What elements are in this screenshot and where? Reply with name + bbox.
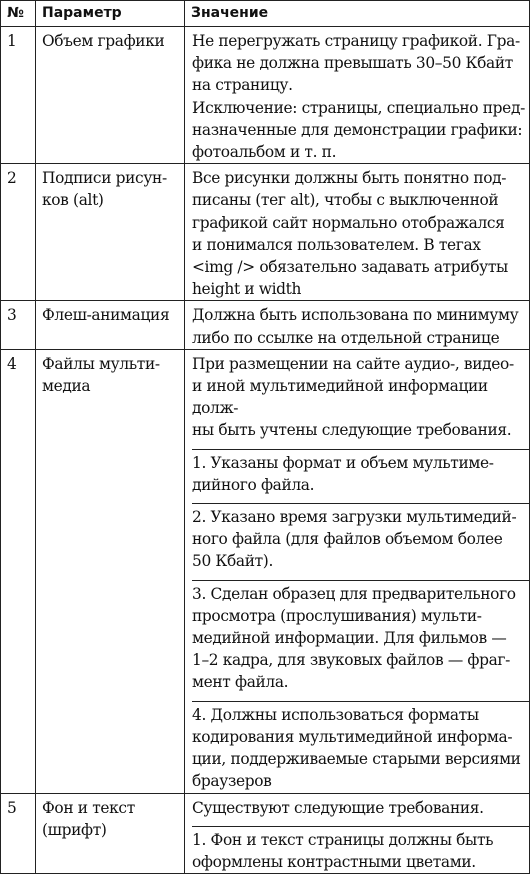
row-num: 4 [7,354,17,373]
row-value-item: 3. Сделан образец для предварительного просмотра (прослушивания) мульти- медийной информации. Для фильмов — 1–2 кадра, для звуковых файлов — фраг- мент файла. [192,584,516,692]
table-row [1,301,530,349]
header-param: Параметр [36,1,185,27]
row-param: Фон и текст (шрифт) [42,798,135,839]
row-value-intro: Существуют следующие требования. [192,798,484,817]
row-param: Флеш-анимация [42,306,170,325]
row-param-cell [36,793,185,874]
row-num-cell [1,164,36,301]
row-param-cell [36,301,185,349]
table-row [1,27,530,164]
row-value-cell [185,27,530,164]
row-value: Все рисунки должны быть понятно под- писаны (тег alt), чтобы с выключенной графикой сайт нормально отображался и понимался пользователем. В тегах <img /> обязательно задавать атрибуты height и width [192,169,508,299]
row-param-cell [36,164,185,301]
row-value-item: 4. Должны использоваться форматы кодирования мультимедийной информа- ции, поддерживаемые старыми версиями браузеров [192,705,521,791]
row-value-cell [185,164,530,301]
row-value-cell [185,793,530,874]
table-row [1,164,530,301]
row-value-item: 1. Фон и текст страницы должны быть оформлены контрастными цветами. [192,830,494,871]
row-param: Файлы мульти- медиа [42,354,160,396]
table-row [1,349,530,793]
table-header-row [1,1,530,27]
row-num: 2 [7,169,17,188]
row-value-item: 2. Указано время загрузки мультимедий- ного файла (для файлов объемом более 50 Кбайт). [192,508,517,571]
row-value-intro: При размещении на сайте аудио-, видео- и иной мультимедийной информации долж- ны быть учтены следующие требования. [192,354,514,440]
table-row [1,793,530,874]
row-num: 3 [7,306,17,325]
row-num-cell [1,27,36,164]
row-value: Не перегружать страницу графикой. Гра- фика не должна превышать 30–50 Кбайт на страницу. Исключение: страницы, специально пред- назначенные для демонстрации графики: фотоальбом и т. п. [192,32,525,162]
row-value-cell [185,301,530,349]
header-value: Значение [185,1,530,27]
row-param: Объем графики [42,32,165,50]
row-param-cell [36,27,185,164]
row-num: 1 [7,32,17,50]
header-num: № [1,1,36,27]
row-value: Должна быть использована по минимуму либо по ссылке на отдельной странице [192,306,519,347]
row-num-cell [1,301,36,349]
row-param-cell [36,349,185,793]
row-num-cell [1,349,36,793]
row-num: 5 [7,798,17,817]
row-value-item: 1. Указаны формат и объем мультиме- дийного файла. [192,453,494,494]
row-value-cell [185,349,530,793]
row-param: Подписи рисун- ков (alt) [42,169,167,210]
row-num-cell [1,793,36,874]
